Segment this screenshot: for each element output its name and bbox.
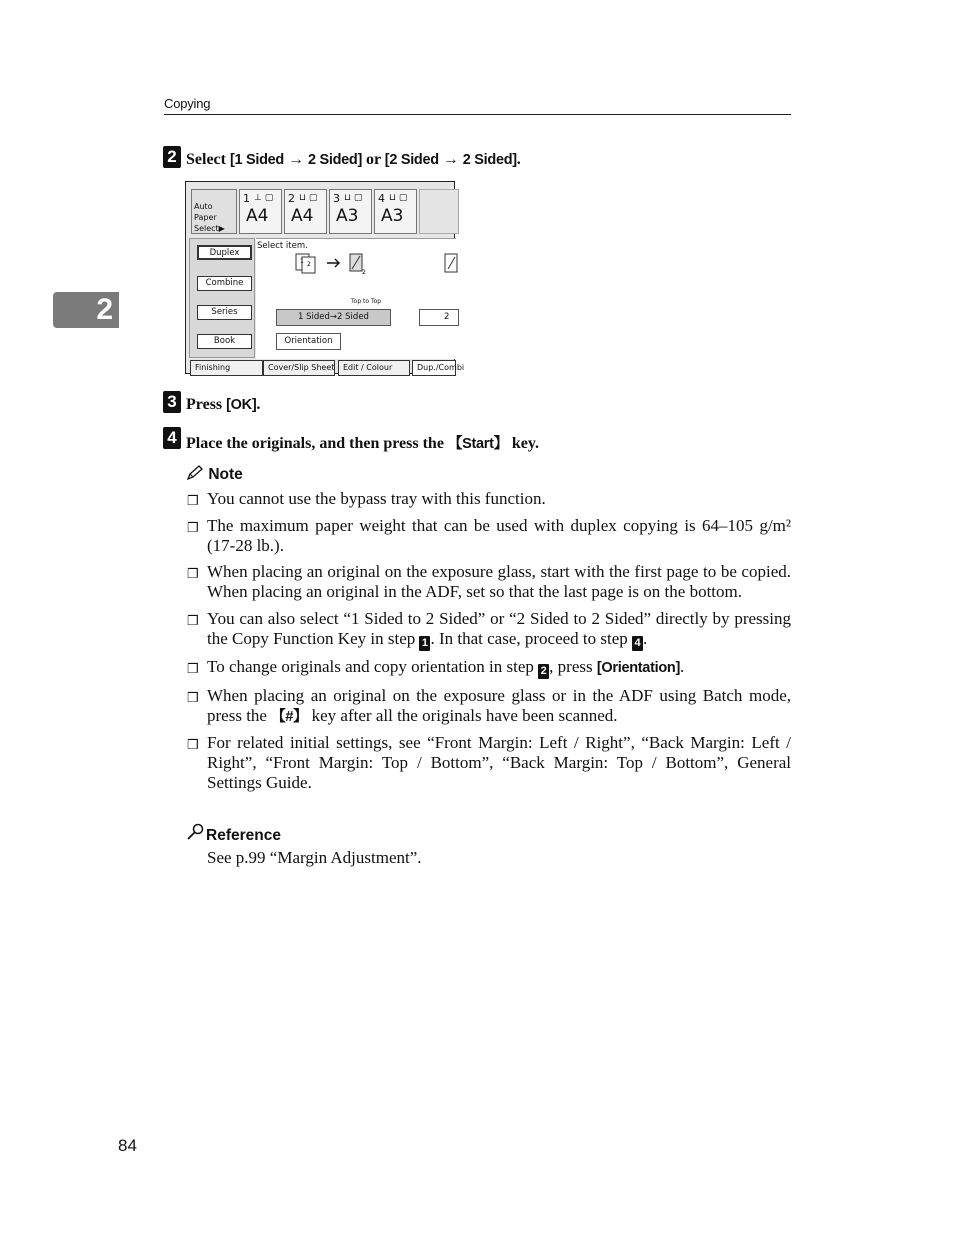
auto-paper-select-button[interactable]: Auto Paper Select▶ — [191, 189, 237, 234]
step-2-text — [186, 151, 521, 169]
tab-edit-colour[interactable]: Edit / Colour — [338, 360, 410, 376]
1sided-2sided-option[interactable]: 1 Sided→2 Sided — [276, 309, 391, 326]
note-text: You can also select “1 Sided to 2 Sided” or “2 Sided to 2 Sided” directly by pressing the Copy Function Key in step — [207, 608, 791, 648]
step-2-pre: Select — [186, 151, 230, 168]
note-title: Note — [208, 466, 243, 483]
checkbox-icon: ❒ — [187, 612, 199, 628]
tray-size: A4 — [291, 206, 314, 226]
list-item — [186, 609, 791, 651]
list-item — [186, 516, 791, 556]
step-4-text — [186, 432, 539, 453]
arrow: → — [438, 151, 463, 168]
tray-icon: ⊔ ▢ — [344, 193, 363, 203]
tab-dup-combi[interactable]: Dup./Combi — [412, 360, 456, 376]
pencil-icon — [186, 465, 204, 481]
header-rule — [164, 114, 791, 115]
svg-text:2: 2 — [307, 261, 311, 268]
tray-2-button[interactable] — [284, 189, 327, 234]
page-number: 84 — [118, 1136, 137, 1155]
tray-number: 3 — [333, 192, 340, 205]
tray-size: A3 — [381, 206, 404, 226]
step-number-4: 4 — [163, 427, 181, 449]
list-item — [186, 562, 791, 602]
running-header: Copying — [164, 96, 211, 111]
checkbox-icon: ❒ — [187, 519, 199, 535]
tray-number: 1 — [243, 192, 250, 205]
key-1sided: [1 Sided — [229, 152, 284, 168]
reference-heading — [186, 823, 281, 845]
tray-icon: ⊥ ▢ — [254, 193, 274, 203]
page-icon — [444, 253, 458, 275]
select-item-label: Select item. — [257, 241, 308, 251]
key-2sided: 2 Sided] — [307, 152, 362, 168]
checkbox-icon: ❒ — [187, 493, 199, 508]
key-ok: [OK] — [226, 397, 257, 413]
note-text: You cannot use the bypass tray with this function. — [207, 489, 546, 508]
list-item — [186, 686, 791, 727]
svg-text:1: 1 — [300, 258, 304, 265]
step-number-2: 2 — [163, 146, 181, 168]
tab-finishing[interactable]: Finishing — [190, 360, 263, 376]
list-item — [186, 733, 791, 793]
tray-number: 4 — [378, 192, 385, 205]
tray-4-button[interactable] — [374, 189, 417, 234]
step-ref: 1 — [419, 636, 430, 651]
svg-text:2: 2 — [362, 269, 366, 276]
checkbox-icon: ❒ — [187, 737, 199, 752]
checkbox-icon: ❒ — [187, 661, 199, 676]
combine-button[interactable]: Combine — [197, 276, 252, 291]
step-3-text — [186, 396, 260, 414]
tray-number: 2 — [288, 192, 295, 205]
book-button[interactable]: Book — [197, 334, 252, 349]
note-list — [186, 489, 791, 800]
step-2-mid: or — [361, 151, 385, 168]
chapter-tab: 2 — [53, 292, 119, 328]
step-4-post: key. — [507, 435, 539, 452]
note-text: , press — [549, 657, 597, 676]
tray-icon: ⊔ ▢ — [389, 193, 408, 203]
checkbox-icon: ❒ — [187, 689, 199, 705]
reference-text: See p.99 “Margin Adjustment”. — [207, 848, 422, 867]
key-2sided-dst: 2 Sided] — [462, 152, 517, 168]
note-text: . In that case, proceed to step — [430, 628, 633, 648]
note-text: For related initial settings, see “Front Margin: Left / Right”, “Back Margin: Left / Right”, “Front Margin: Top / Bottom”, “Back Margin: Top / Bottom”, General Settings Guide. — [207, 733, 791, 792]
step-3-post: . — [256, 396, 261, 413]
list-item — [186, 657, 791, 679]
duplex-diagram-icon — [294, 253, 384, 291]
tray-size: A4 — [246, 206, 269, 226]
key-hash: 【#】 — [271, 708, 308, 725]
bypass-button[interactable] — [419, 189, 459, 234]
duplex-button[interactable]: Duplex — [197, 245, 252, 260]
reference-title: Reference — [206, 827, 281, 844]
tray-icon: ⊔ ▢ — [299, 193, 318, 203]
duplex-options — [256, 238, 456, 359]
step-ref: 4 — [632, 636, 643, 651]
key-start: 【Start】 — [447, 436, 508, 452]
note-text: . — [679, 657, 685, 676]
list-item — [186, 489, 791, 509]
step-3-pre: Press — [186, 396, 227, 413]
note-text: The maximum paper weight that can be used with duplex copying is 64–105 g/m² (17-28 lb.). — [207, 515, 791, 555]
magnifier-icon — [186, 823, 206, 841]
step-number-3: 3 — [163, 391, 181, 413]
copier-screen — [185, 181, 465, 374]
step-2-post: . — [516, 151, 521, 168]
note-text: When placing an original on the exposure glass or in the ADF using Batch mode, press the — [207, 685, 791, 725]
note-text: To change originals and copy orientation in step — [207, 657, 539, 676]
note-text: When placing an original on the exposure glass, start with the first page to be copied. When placing an original in the ADF, set so that the last page is on the bottom. — [207, 562, 791, 601]
tab-cover-slip-sheet[interactable]: Cover/Slip Sheet — [263, 360, 335, 376]
note-heading — [186, 465, 243, 484]
orientation-button[interactable]: Orientation — [276, 333, 341, 350]
top-to-top-label: Top to Top — [351, 298, 382, 305]
checkbox-icon: ❒ — [187, 566, 199, 581]
series-button[interactable]: Series — [197, 305, 252, 320]
tray-size: A3 — [336, 206, 359, 226]
note-text: key after all the originals have been scanned. — [307, 705, 618, 725]
2sided-option[interactable]: 2 — [419, 309, 459, 326]
key-orientation: [Orientation] — [596, 660, 680, 676]
note-text: . — [643, 628, 648, 648]
key-2sided-src: [2 Sided — [384, 152, 439, 168]
step-4-pre: Place the originals, and then press the — [186, 435, 448, 452]
tray-1-button[interactable] — [239, 189, 282, 234]
arrow: → — [283, 151, 308, 168]
tray-3-button[interactable] — [329, 189, 372, 234]
side-menu — [189, 238, 255, 358]
step-ref: 2 — [538, 664, 549, 679]
